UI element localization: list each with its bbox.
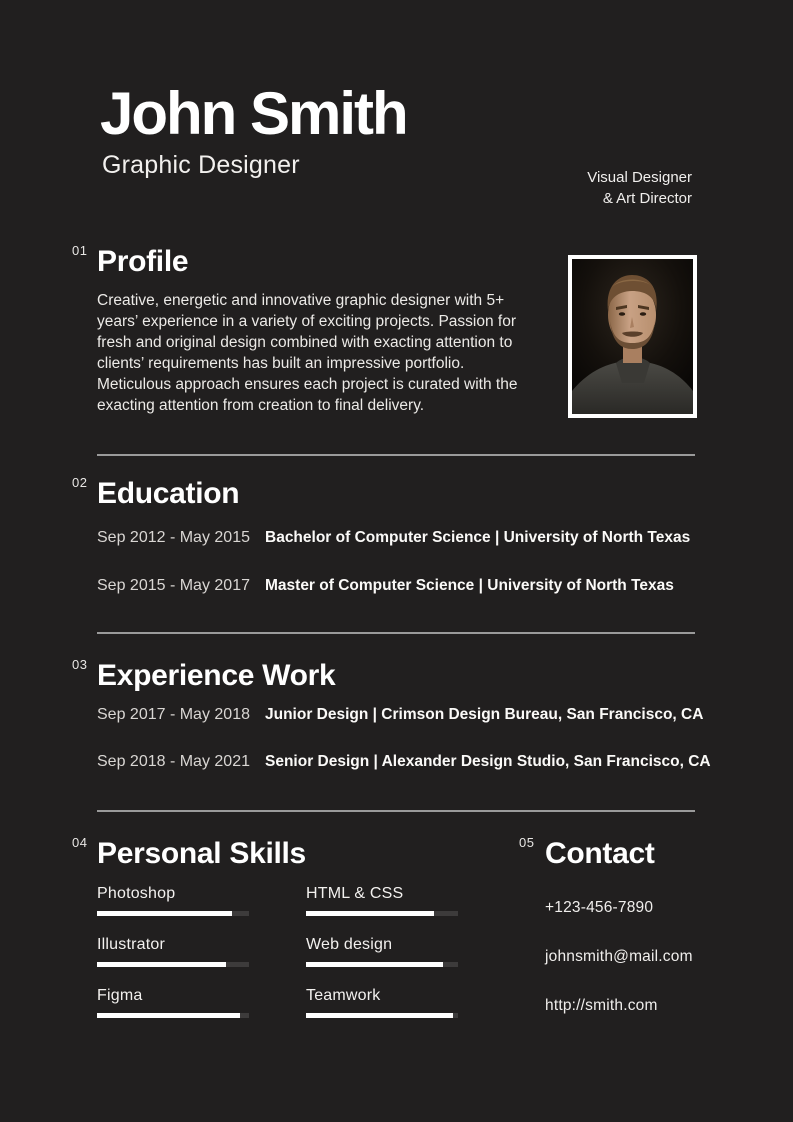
experience-dates: Sep 2017 - May 2018 bbox=[97, 706, 250, 723]
section-title-experience: Experience Work bbox=[97, 659, 336, 692]
skill-label: Teamwork bbox=[306, 987, 381, 1004]
skill-bar-fill bbox=[97, 911, 232, 916]
skill-item bbox=[306, 935, 458, 967]
skill-item bbox=[306, 884, 458, 916]
section-title-skills: Personal Skills bbox=[97, 837, 306, 870]
header-tagline bbox=[587, 167, 692, 209]
contact-website: http://smith.com bbox=[545, 997, 658, 1014]
profile-text: Creative, energetic and innovative graphic designer with 5+ years’ experience in a variety of exciting projects. Passion for fresh and original design combined with exacting attention to clients’ requirements has built an impressive portfolio. Meticulous approach ensures each project is curated with the exacting attention from creation to final delivery. bbox=[97, 292, 518, 414]
skills-column-left bbox=[97, 884, 249, 1037]
education-dates: Sep 2012 - May 2015 bbox=[97, 529, 250, 546]
skill-bar-track bbox=[97, 962, 249, 967]
education-detail: Master of Computer Science | University of North Texas bbox=[265, 577, 674, 594]
section-title-education: Education bbox=[97, 477, 240, 510]
experience-dates: Sep 2018 - May 2021 bbox=[97, 753, 250, 770]
section-number-experience: 03 bbox=[72, 657, 88, 672]
section-title-contact: Contact bbox=[545, 837, 655, 870]
experience-row bbox=[97, 706, 717, 724]
skill-bar-fill bbox=[306, 962, 443, 967]
divider bbox=[97, 810, 695, 812]
skill-item bbox=[97, 986, 249, 1018]
skill-bar-track bbox=[306, 1013, 458, 1018]
skill-label: Illustrator bbox=[97, 936, 165, 953]
divider bbox=[97, 454, 695, 456]
experience-detail: Senior Design | Alexander Design Studio, San Francisco, CA bbox=[265, 753, 711, 770]
skill-item bbox=[306, 986, 458, 1018]
education-dates: Sep 2015 - May 2017 bbox=[97, 577, 250, 594]
skill-item bbox=[97, 884, 249, 916]
experience-detail: Junior Design | Crimson Design Bureau, San Francisco, CA bbox=[265, 706, 704, 723]
tagline-line-1: Visual Designer bbox=[587, 169, 692, 186]
contact-list bbox=[545, 899, 765, 1046]
section-number-skills: 04 bbox=[72, 835, 88, 850]
skill-bar-fill bbox=[97, 962, 226, 967]
skill-label: Web design bbox=[306, 936, 393, 953]
portrait-photo bbox=[568, 255, 697, 418]
section-number-contact: 05 bbox=[519, 835, 535, 850]
skill-label: HTML & CSS bbox=[306, 885, 404, 902]
divider bbox=[97, 632, 695, 634]
skill-item bbox=[97, 935, 249, 967]
skill-bar-fill bbox=[306, 911, 434, 916]
education-row bbox=[97, 577, 717, 595]
skill-label: Photoshop bbox=[97, 885, 176, 902]
section-title-profile: Profile bbox=[97, 245, 189, 278]
skill-bar-track bbox=[97, 1013, 249, 1018]
skill-bar-track bbox=[306, 911, 458, 916]
skill-bar-fill bbox=[306, 1013, 453, 1018]
tagline-line-2: & Art Director bbox=[602, 190, 692, 207]
education-row bbox=[97, 529, 717, 547]
person-role: Graphic Designer bbox=[102, 151, 300, 179]
portrait-illustration bbox=[572, 259, 693, 414]
person-name: John Smith bbox=[100, 80, 407, 147]
skill-bar-track bbox=[306, 962, 458, 967]
contact-email: johnsmith@mail.com bbox=[545, 948, 693, 965]
skills-column-right bbox=[306, 884, 458, 1037]
skill-bar-track bbox=[97, 911, 249, 916]
contact-phone: +123-456-7890 bbox=[545, 899, 654, 916]
skill-label: Figma bbox=[97, 987, 143, 1004]
section-number-profile: 01 bbox=[72, 243, 88, 258]
experience-row bbox=[97, 753, 717, 771]
education-detail: Bachelor of Computer Science | University of North Texas bbox=[265, 529, 691, 546]
skill-bar-fill bbox=[97, 1013, 240, 1018]
section-number-education: 02 bbox=[72, 475, 88, 490]
